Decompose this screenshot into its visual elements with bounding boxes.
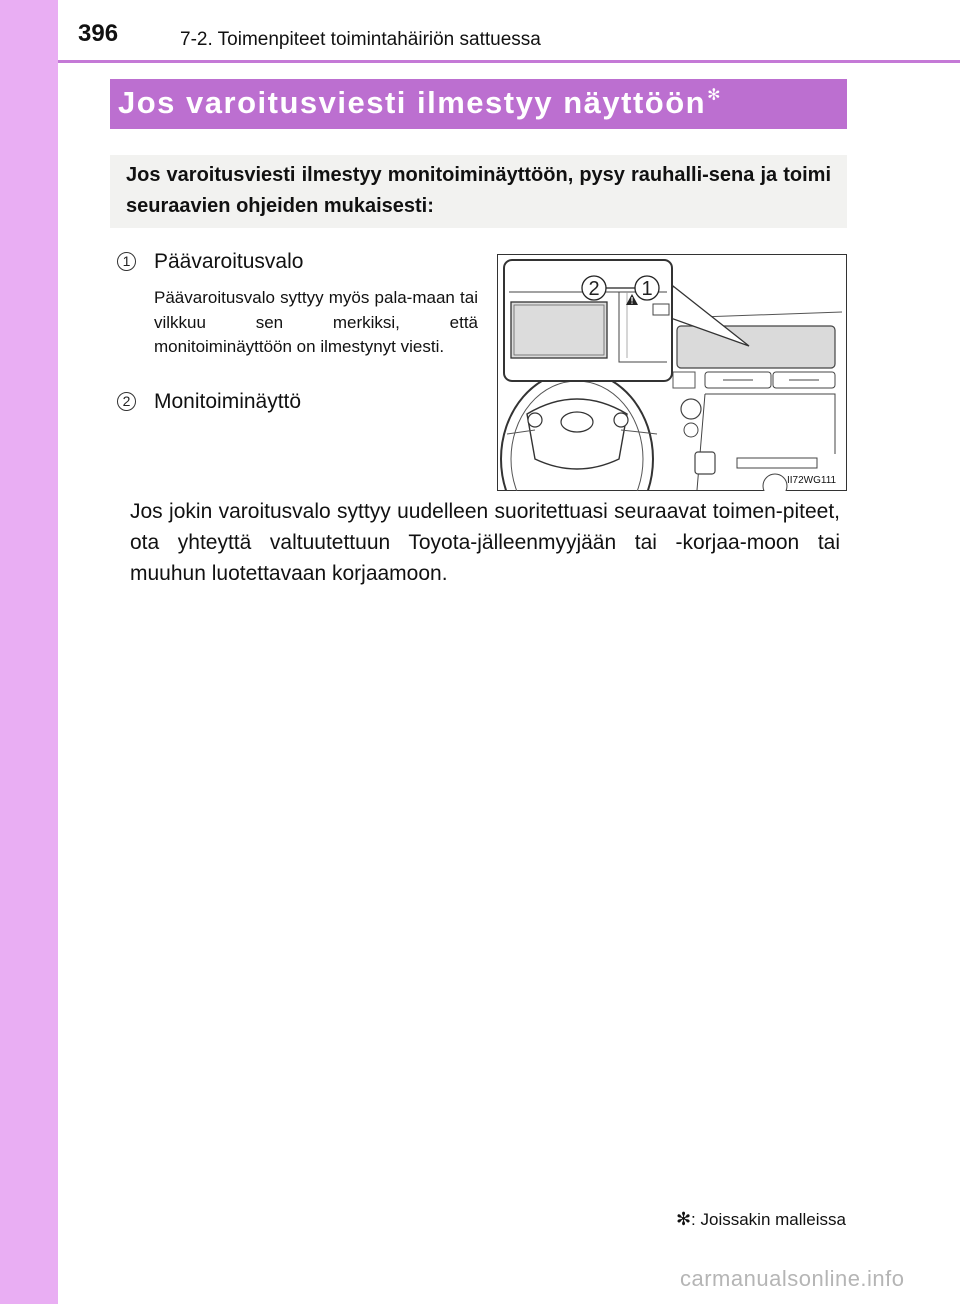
steering-button-left xyxy=(528,413,542,427)
side-strip xyxy=(0,0,58,1304)
item-description-1: Päävaroitusvalo syttyy myös pala-maan tai vilkkuu sen merkiksi, että monitoiminäyttöön on ilmestynyt viesti. xyxy=(154,288,478,356)
dashboard-drawing xyxy=(497,254,847,491)
dash-display-panel xyxy=(677,326,835,368)
section-title xyxy=(118,85,722,121)
footnote xyxy=(676,1209,846,1230)
steering-hub xyxy=(527,399,627,469)
intro-text: Jos varoitusviesti ilmestyy monitoiminäyttöön, pysy rauhalli-sena ja toimi seuraavien ohjeiden mukaisesti: xyxy=(126,164,831,217)
knob xyxy=(684,423,698,437)
section-title-text: Jos varoitusviesti ilmestyy näyttöön xyxy=(118,85,707,120)
header-rule xyxy=(58,60,960,63)
intro-box xyxy=(110,155,847,228)
page-number: 396 xyxy=(78,20,119,47)
watermark: carmanualsonline.info xyxy=(680,1266,905,1291)
multi-information-display xyxy=(511,302,607,358)
dashboard-illustration xyxy=(497,254,847,491)
breadcrumb: 7-2. Toimenpiteet toimintahäiriön sattuessa xyxy=(180,29,541,50)
section-title-bar xyxy=(110,79,847,129)
meter-indicator xyxy=(653,304,669,315)
footnote-text: : Joissakin malleissa xyxy=(691,1210,846,1229)
steering-button-right xyxy=(614,413,628,427)
figure-code: II72WG111 xyxy=(787,475,837,486)
item-number-1: 1 xyxy=(117,252,136,271)
warning-exclamation-dot xyxy=(631,303,632,304)
body-paragraph: Jos jokin varoitusvalo syttyy uudelleen suoritettuasi seuraavat toimen-piteet, ota yhteyttä valtuutettuun Toyota-jälleenmyyjään tai -korjaa-moon tai muuhun luotettavaan korjaamoon. xyxy=(130,500,840,585)
start-button xyxy=(681,399,701,419)
item-title-1: Päävaroitusvalo xyxy=(154,250,304,273)
title-asterisk-icon: ✻ xyxy=(707,87,722,104)
warning-exclamation-bar xyxy=(631,297,632,302)
item-title-2: Monitoiminäyttö xyxy=(154,390,302,413)
callout-number-1: 1 xyxy=(641,278,653,300)
footnote-asterisk-icon: ✻ xyxy=(675,1209,692,1229)
console-slot xyxy=(737,458,817,468)
steering-logo xyxy=(561,412,593,432)
item-number-2: 2 xyxy=(117,392,136,411)
switch-cluster xyxy=(673,372,695,388)
shift-knob xyxy=(695,452,715,474)
callout-number-2: 2 xyxy=(588,278,600,300)
